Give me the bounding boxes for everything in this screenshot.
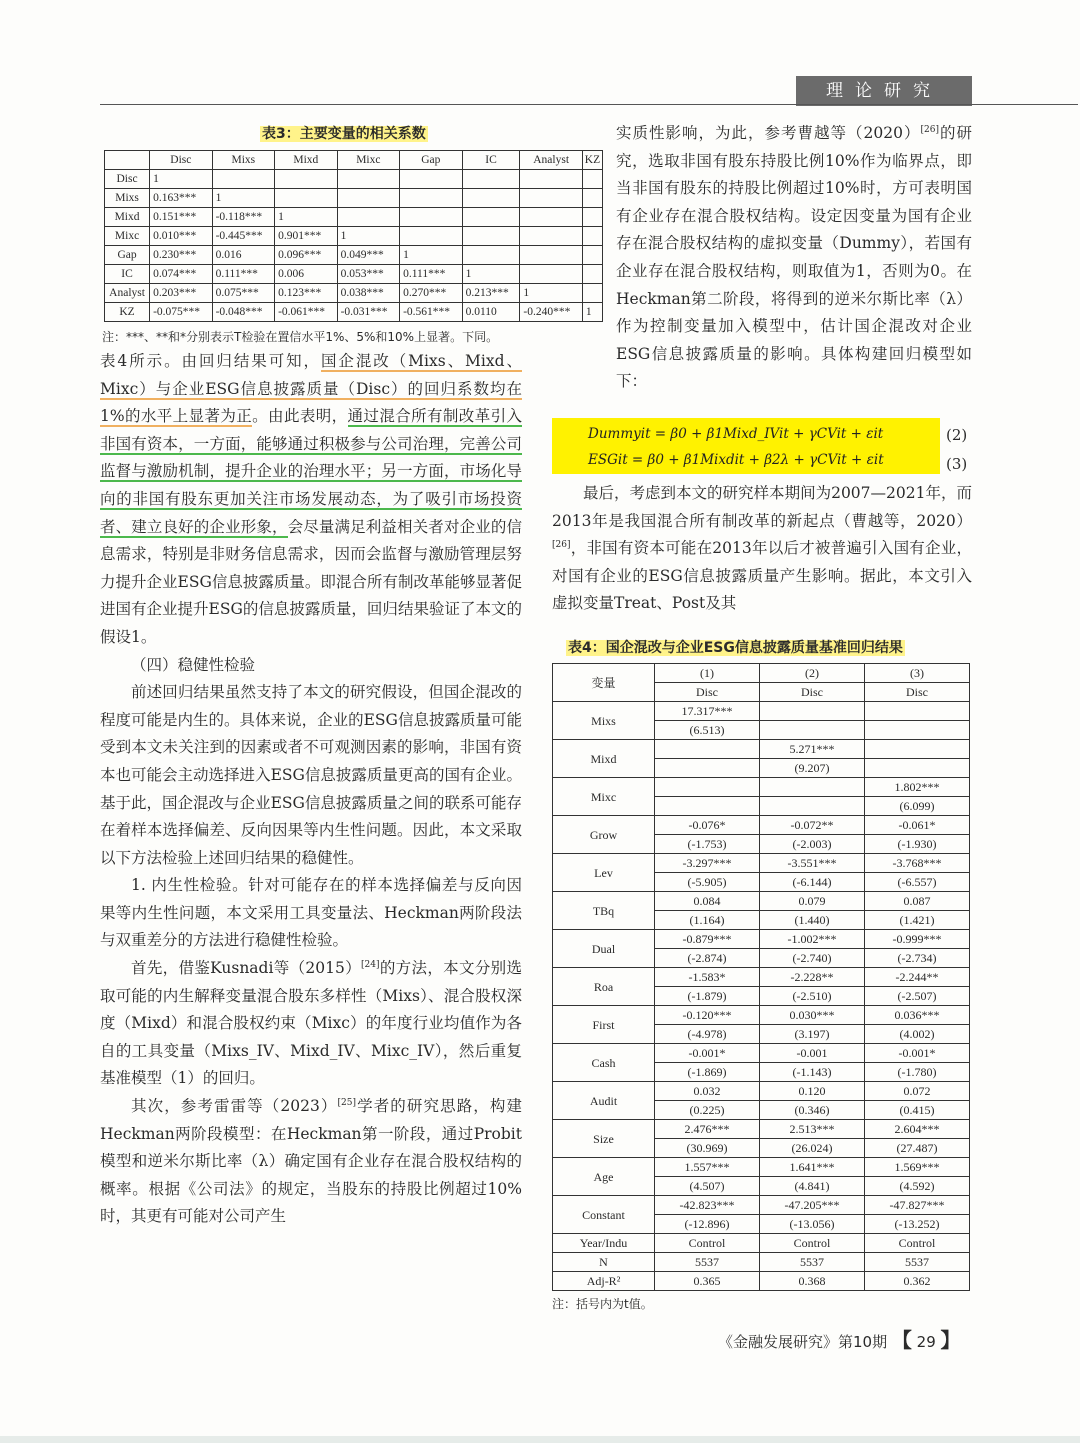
- table4-tvalue: (-1.879): [655, 987, 760, 1006]
- table4-dep-var: Disc: [865, 683, 970, 702]
- table4-tvalue: (-13.252): [865, 1215, 970, 1234]
- table3-row: [105, 303, 603, 322]
- table4-coef: 1.641***: [760, 1158, 865, 1177]
- table4-summary-row: [553, 1234, 970, 1253]
- table3-cell: [462, 170, 520, 189]
- paragraph: 首先，借鉴Kusnadi等（2015）[24]的方法，本文分别选取可能的内生解释变量混合股东多样性（Mixs）、混合股权深度（Mixd）和混合股权约束（Mixc）的年度行业均值作为各自的工具变量（Mixs_IV、Mixd_IV、Mixc_IV），然后重复基准模型（1）的回归。: [100, 959, 522, 1088]
- citation-ref: [24]: [361, 959, 380, 970]
- table3-cell: 0.901***: [275, 227, 338, 246]
- table4-row: [553, 1196, 970, 1215]
- table4-tvalue: [865, 721, 970, 740]
- table3-header-cell: Mixd: [275, 151, 338, 170]
- table3-row: [105, 189, 603, 208]
- equation-number: (2): [946, 426, 968, 444]
- table4-coef: 0.032: [655, 1082, 760, 1101]
- table3-cell: 0.0110: [462, 303, 520, 322]
- table4-cell: 5537: [655, 1253, 760, 1272]
- table3-cell: [400, 227, 463, 246]
- table4-tvalue: (0.225): [655, 1101, 760, 1120]
- table3-header-cell: Disc: [150, 151, 213, 170]
- table3-cell: [337, 170, 400, 189]
- table4-tvalue: (6.513): [655, 721, 760, 740]
- table3-cell: -0.118***: [212, 208, 275, 227]
- table4-tvalue: (6.099): [865, 797, 970, 816]
- table4-tvalue: [760, 721, 865, 740]
- table4-row: [553, 740, 970, 759]
- table4-coef: 0.084: [655, 892, 760, 911]
- table4-tvalue: (4.507): [655, 1177, 760, 1196]
- paragraph: 其次，参考雷雷等（2023）[25]学者的研究思路，构建Heckman两阶段模型：在Heckman第一阶段，通过Probit模型和逆米尔斯比率（λ）确定国有企业存在混合股权结构的概率。根据《公司法》的规定，当股东的持股比例超过10%时，其更有可能对公司产生: [100, 1097, 522, 1226]
- table3-cell: [462, 227, 520, 246]
- table4-tvalue: (1.164): [655, 911, 760, 930]
- table4-coef: -2.228**: [760, 968, 865, 987]
- table4-row-label: Lev: [553, 854, 655, 892]
- table3-header-cell: Gap: [400, 151, 463, 170]
- table4-row: [553, 1120, 970, 1139]
- table4-row: [553, 816, 970, 835]
- table3-cell: [462, 246, 520, 265]
- table3-cell: 1: [275, 208, 338, 227]
- table4-tvalue: (-1.753): [655, 835, 760, 854]
- table4-tvalue: (-2.874): [655, 949, 760, 968]
- table4-row: [553, 968, 970, 987]
- table3-cell: 0.006: [275, 265, 338, 284]
- table3-cell: 0.074***: [150, 265, 213, 284]
- table4-coef: [655, 740, 760, 759]
- table4-row-label: Mixd: [553, 740, 655, 778]
- table4-tvalue: (-6.557): [865, 873, 970, 892]
- table3-cell: [337, 189, 400, 208]
- table4-coef: -47.205***: [760, 1196, 865, 1215]
- table3-caption: 表3：主要变量的相关系数: [262, 126, 426, 142]
- table4-coef: [760, 702, 865, 721]
- table4-coef: 0.120: [760, 1082, 865, 1101]
- journal-name: 《金融发展研究》第10期: [718, 1333, 888, 1351]
- table4: [552, 663, 970, 1291]
- table3-cell: [212, 170, 275, 189]
- table4-tvalue: (1.440): [760, 911, 865, 930]
- table4-tvalue: (0.346): [760, 1101, 865, 1120]
- table3-cell: 0.270***: [400, 284, 463, 303]
- table4-caption: 表4：国企混改与企业ESG信息披露质量基准回归结果: [568, 640, 903, 656]
- table3-cell: -0.445***: [212, 227, 275, 246]
- table4-tvalue: (-1.869): [655, 1063, 760, 1082]
- table3-row: [105, 208, 603, 227]
- paragraph: 最后，考虑到本文的研究样本期间为2007—2021年，而2013年是我国混合所有制改革的新起点（曹越等，2020）[26]，非国有资本可能在2013年以后才被普遍引入国有企业，对国有企业的ESG信息披露质量产生影响。据此，本文引入虚拟变量Treat、Post及其: [552, 484, 972, 613]
- table4-tvalue: (-2.740): [760, 949, 865, 968]
- table3-cell: 0.213***: [462, 284, 520, 303]
- table3-cell: 1: [400, 246, 463, 265]
- table4-row-label: TBq: [553, 892, 655, 930]
- table4-row-label: Audit: [553, 1082, 655, 1120]
- table3-cell: -0.561***: [400, 303, 463, 322]
- table4-tvalue: (-2.507): [865, 987, 970, 1006]
- table4-col-header: (2): [760, 664, 865, 683]
- table4-tvalue: [760, 797, 865, 816]
- table4-row-label: Size: [553, 1120, 655, 1158]
- table3-row: [105, 265, 603, 284]
- table4-coef: 0.079: [760, 892, 865, 911]
- table4-row-label: Mixs: [553, 702, 655, 740]
- table4-tvalue: (-1.930): [865, 835, 970, 854]
- table4-cell: Control: [865, 1234, 970, 1253]
- table4-note: 注：括号内为t值。: [552, 1297, 653, 1311]
- table3-header-cell: Mixs: [212, 151, 275, 170]
- table3-cell: [337, 208, 400, 227]
- table4-row: [553, 1044, 970, 1063]
- table4-coef: [655, 778, 760, 797]
- right-column: [552, 120, 972, 396]
- table4-row-label: Roa: [553, 968, 655, 1006]
- table4-row-label: Mixc: [553, 778, 655, 816]
- table3-header-cell: Mixc: [337, 151, 400, 170]
- table3-row: [105, 284, 603, 303]
- citation-ref: [25]: [337, 1097, 357, 1108]
- table3-header-cell: Analyst: [520, 151, 583, 170]
- table3-row-label: Mixs: [105, 189, 150, 208]
- table3-cell: 0.111***: [400, 265, 463, 284]
- table4-tvalue: (27.487): [865, 1139, 970, 1158]
- table4-coef: -42.823***: [655, 1196, 760, 1215]
- table3-cell: 0.096***: [275, 246, 338, 265]
- table4-row: [553, 778, 970, 797]
- table4-coef: -0.001: [760, 1044, 865, 1063]
- table4-coef: -3.551***: [760, 854, 865, 873]
- table4-tvalue: [655, 759, 760, 778]
- table4-tvalue: (4.592): [865, 1177, 970, 1196]
- table3-cell: [400, 208, 463, 227]
- table3-header-cell: [105, 151, 150, 170]
- table4-tvalue: (9.207): [760, 759, 865, 778]
- table4-row-label: Age: [553, 1158, 655, 1196]
- table3-cell: 1: [212, 189, 275, 208]
- header-rule: [100, 104, 1078, 105]
- table3-cell: 0.016: [212, 246, 275, 265]
- table3-cell: 1: [520, 284, 583, 303]
- citation-ref: [26]: [552, 540, 571, 551]
- table4-coef: 2.604***: [865, 1120, 970, 1139]
- table4-row: [553, 1082, 970, 1101]
- table3-cell: -0.031***: [337, 303, 400, 322]
- table3-cell: [462, 208, 520, 227]
- table3-cell: 0.111***: [212, 265, 275, 284]
- table4-cell: 5537: [865, 1253, 970, 1272]
- page-footer: 《金融发展研究》第10期 【 29 】: [718, 1328, 961, 1352]
- table3-row-label: Disc: [105, 170, 150, 189]
- table4-tvalue: (-2.734): [865, 949, 970, 968]
- table4-tvalue: [655, 797, 760, 816]
- table4-coef: -0.879***: [655, 930, 760, 949]
- equation-3: ESGit = β0 + β1Mixdit + β2λ + γCVit + εit: [588, 452, 884, 468]
- table4-cell: Control: [655, 1234, 760, 1253]
- paragraph: 前述回归结果虽然支持了本文的研究假设，但国企混改的程度可能是内生的。具体来说，企业的ESG信息披露质量可能受到本文未关注到的因素或者不可观测因素的影响，非国有资本也可能会主动选择进入ESG信息披露质量更高的国有企业。基于此，国企混改与企业ESG信息披露质量之间的联系可能存在着样本选择偏差、反向因果等内生性问题。因此，本文采取以下方法检验上述回归结果的稳健性。: [100, 683, 522, 867]
- table3-cell: 1: [150, 170, 213, 189]
- table4-tvalue: (26.024): [760, 1139, 865, 1158]
- table4-tvalue: (-1.780): [865, 1063, 970, 1082]
- table3-cell: -0.048***: [212, 303, 275, 322]
- table4-coef: -0.076*: [655, 816, 760, 835]
- page-number: 29: [916, 1333, 936, 1351]
- table3-cell: 1: [582, 303, 602, 322]
- table4-coef: 2.513***: [760, 1120, 865, 1139]
- table3-cell: [400, 189, 463, 208]
- table3-cell: 0.010***: [150, 227, 213, 246]
- table3-cell: 0.230***: [150, 246, 213, 265]
- table3-row-label: Mixd: [105, 208, 150, 227]
- table3-cell: 0.123***: [275, 284, 338, 303]
- table4-row-label: Constant: [553, 1196, 655, 1234]
- table3-cell: [275, 170, 338, 189]
- table4-coef: -0.001*: [865, 1044, 970, 1063]
- table3-row-label: Analyst: [105, 284, 150, 303]
- table3-cell: 0.049***: [337, 246, 400, 265]
- table4-coef: 1.802***: [865, 778, 970, 797]
- table4-tvalue: (3.197): [760, 1025, 865, 1044]
- table4-tvalue: (0.415): [865, 1101, 970, 1120]
- table3-cell: -0.061***: [275, 303, 338, 322]
- table4-row-label: Cash: [553, 1044, 655, 1082]
- table4-tvalue: (30.969): [655, 1139, 760, 1158]
- table4-row-label: N: [553, 1253, 655, 1272]
- table4-row-label: Adj-R²: [553, 1272, 655, 1291]
- citation-ref: [26]: [920, 124, 939, 135]
- table4-tvalue: (-4.978): [655, 1025, 760, 1044]
- table4-tvalue: (-6.144): [760, 873, 865, 892]
- table4-cell: 0.362: [865, 1272, 970, 1291]
- table3-cell: 0.075***: [212, 284, 275, 303]
- table4-coef: [865, 702, 970, 721]
- table4-coef: -1.002***: [760, 930, 865, 949]
- table4-coef: 0.030***: [760, 1006, 865, 1025]
- table4-dep-var: Disc: [760, 683, 865, 702]
- table3-cell: -0.075***: [150, 303, 213, 322]
- paragraph: 表4所示。由回归结果可知，国企混改（Mixs、Mixd、Mixc）与企业ESG信息披露质量（Disc）的回归系数均在1%的水平上显著为正。由此表明，通过混合所有制改革引入非国有资本，一方面，能够通过积极参与公司治理，完善公司监督与激励机制，提升企业的治理水平；另一方面，市场化导向的非国有股东更加关注市场发展动态，为了吸引市场投资者、建立良好的企业形象，会尽量满足利益相关者对企业的信息需求，特别是非财务信息需求，因而会监督与激励管理层努力提升企业ESG信息披露质量。即混合所有制改革能够显著促进国有企业提升ESG的信息披露质量，回归结果验证了本文的假设1。: [100, 352, 522, 646]
- table4-row: [553, 1158, 970, 1177]
- table4-coef: -3.297***: [655, 854, 760, 873]
- table4-summary-row: [553, 1253, 970, 1272]
- table4-coef: -1.583*: [655, 968, 760, 987]
- table4-cell: 0.365: [655, 1272, 760, 1291]
- section-tag: 理论研究: [796, 76, 972, 106]
- table3: [104, 150, 603, 322]
- table3-row: [105, 227, 603, 246]
- table4-coef: -0.001*: [655, 1044, 760, 1063]
- table4-cell: Control: [760, 1234, 865, 1253]
- table4-coef: -0.999***: [865, 930, 970, 949]
- table4-tvalue: (-13.056): [760, 1215, 865, 1234]
- table3-cell: 0.163***: [150, 189, 213, 208]
- table3-cell: 0.038***: [337, 284, 400, 303]
- table4-tvalue: (-1.143): [760, 1063, 865, 1082]
- table4-coef: -0.072**: [760, 816, 865, 835]
- table4-tvalue: [865, 759, 970, 778]
- table4-tvalue: (-12.896): [655, 1215, 760, 1234]
- table3-row-label: Mixc: [105, 227, 150, 246]
- table4-row: [553, 892, 970, 911]
- right-column-cont: [552, 480, 972, 618]
- table3-cell: [275, 189, 338, 208]
- table4-col-header: (1): [655, 664, 760, 683]
- table4-coef: 0.072: [865, 1082, 970, 1101]
- section-heading: （四）稳健性检验: [131, 655, 256, 674]
- table4-coef: 0.087: [865, 892, 970, 911]
- table3-cell: -0.240***: [520, 303, 583, 322]
- bottom-band: [0, 1436, 1080, 1443]
- table4-row-label: Grow: [553, 816, 655, 854]
- table4-dep-var: Disc: [655, 683, 760, 702]
- table4-row: [553, 1006, 970, 1025]
- table4-coef: 1.557***: [655, 1158, 760, 1177]
- table3-header-cell: KZ: [582, 151, 602, 170]
- table3-row: [105, 246, 603, 265]
- table3-cell: 0.151***: [150, 208, 213, 227]
- table4-coef: [865, 740, 970, 759]
- table4-coef: 0.036***: [865, 1006, 970, 1025]
- table4-coef: -0.061*: [865, 816, 970, 835]
- equations-highlight: [552, 418, 940, 474]
- table3-cell: 0.203***: [150, 284, 213, 303]
- equation-2: Dummyit = β0 + β1Mixd_IVit + γCVit + εit: [588, 426, 884, 442]
- table4-row-label: Year/Indu: [553, 1234, 655, 1253]
- table4-cell: 5537: [760, 1253, 865, 1272]
- paragraph: 实质性影响，为此，参考曹越等（2020）[26]的研究，选取非国有股东持股比例10%作为临界点，即当非国有股东的持股比例超过10%时，方可表明国有企业存在混合股权结构。设定因变量为国有企业存在混合股权结构的虚拟变量（Dummy），若国有企业存在混合股权结构，则取值为1，否则为0。在Heckman第二阶段，将得到的逆米尔斯比率（λ）作为控制变量加入模型中，估计国企混改对企业ESG信息披露质量的影响。具体构建回归模型如下：: [616, 124, 972, 391]
- table3-row-label: IC: [105, 265, 150, 284]
- table4-coef: 17.317***: [655, 702, 760, 721]
- table3-cell: [400, 170, 463, 189]
- table4-row-label: First: [553, 1006, 655, 1044]
- table4-coef: 5.271***: [760, 740, 865, 759]
- table4-tvalue: (-5.905): [655, 873, 760, 892]
- table3-row-label: Gap: [105, 246, 150, 265]
- table4-summary-row: [553, 1272, 970, 1291]
- paragraph: 1. 内生性检验。针对可能存在的样本选择偏差与反向因果等内生性问题，本文采用工具变量法、Heckman两阶段法与双重差分的方法进行稳健性检验。: [100, 876, 522, 950]
- table3-note: 注：***、**和*分别表示T检验在置信水平1%、5%和10%上显著。下同。: [102, 330, 499, 344]
- table4-cell: 0.368: [760, 1272, 865, 1291]
- table4-row: [553, 854, 970, 873]
- table3-cell: [462, 189, 520, 208]
- table4-coef: [760, 778, 865, 797]
- table4-row: [553, 930, 970, 949]
- table3-cell: 0.053***: [337, 265, 400, 284]
- table4-tvalue: (4.841): [760, 1177, 865, 1196]
- table4-coef: -3.768***: [865, 854, 970, 873]
- table4-coef: 2.476***: [655, 1120, 760, 1139]
- table4-row: [553, 702, 970, 721]
- equation-number: (3): [946, 455, 968, 473]
- table3-header-cell: IC: [462, 151, 520, 170]
- table4-coef: 1.569***: [865, 1158, 970, 1177]
- table4-row-label: Dual: [553, 930, 655, 968]
- table4-var-header: 变量: [553, 664, 655, 702]
- table4-coef: -47.827***: [865, 1196, 970, 1215]
- left-column: [100, 348, 522, 1231]
- table3-row: [105, 170, 603, 189]
- table4-coef: -2.244**: [865, 968, 970, 987]
- table4-tvalue: (-2.003): [760, 835, 865, 854]
- table4-tvalue: (4.002): [865, 1025, 970, 1044]
- table4-col-header: (3): [865, 664, 970, 683]
- table3-row-label: KZ: [105, 303, 150, 322]
- table4-coef: -0.120***: [655, 1006, 760, 1025]
- table3-cell: 1: [337, 227, 400, 246]
- table4-tvalue: (1.421): [865, 911, 970, 930]
- table4-tvalue: (-2.510): [760, 987, 865, 1006]
- table3-cell: 1: [462, 265, 520, 284]
